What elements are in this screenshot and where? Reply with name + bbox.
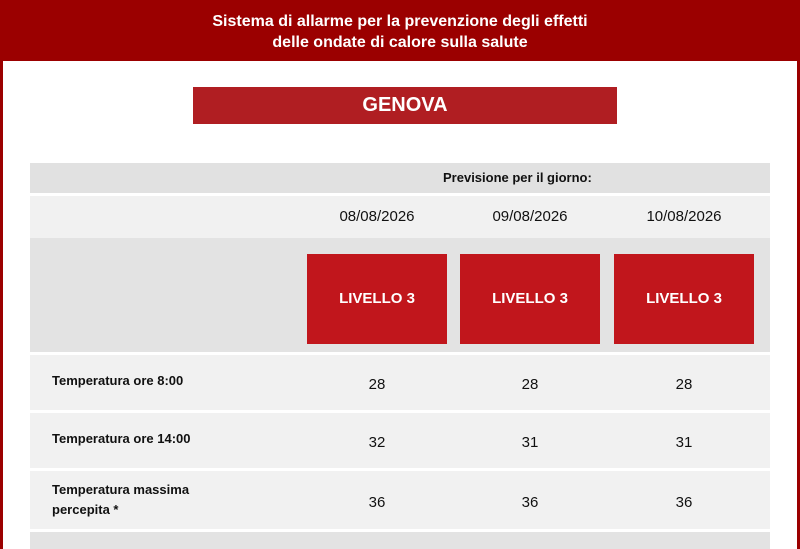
- levels-row: [30, 238, 770, 352]
- temperature-8-day-3: 28: [675, 376, 693, 393]
- dates-row: [30, 196, 770, 238]
- header-title-line-2: delle ondate di calore sulla salute: [272, 34, 528, 51]
- temperature-8-day-2: 28: [521, 376, 539, 393]
- level-badge-day-1: LIVELLO 3: [307, 254, 447, 344]
- date-day-3: 10/08/2026: [646, 208, 722, 225]
- temperature-8-day-1: 28: [368, 376, 386, 393]
- bottom-row: [30, 532, 770, 549]
- header-title-line-1: Sistema di allarme per la prevenzione degli effetti: [212, 13, 588, 30]
- level-badge-day-2: LIVELLO 3: [460, 254, 600, 344]
- forecast-row: [30, 163, 770, 193]
- temperature-max-label-line-2: percepita *: [52, 502, 119, 517]
- temperature-14-row: [30, 413, 770, 468]
- temperature-max-day-2: 36: [521, 494, 539, 511]
- level-badge-day-3: LIVELLO 3: [614, 254, 754, 344]
- temperature-max-day-1: 36: [368, 494, 386, 511]
- temperature-max-row: [30, 471, 770, 529]
- temperature-14-day-3: 31: [675, 434, 693, 451]
- temperature-max-day-3: 36: [675, 494, 693, 511]
- temperature-14-day-1: 32: [368, 434, 386, 451]
- temperature-max-label: [52, 480, 189, 520]
- page-header: [3, 3, 797, 61]
- temperature-max-label-line-1: Temperatura massima: [52, 482, 190, 497]
- date-day-2: 09/08/2026: [492, 208, 568, 225]
- temperature-8-row: [30, 355, 770, 410]
- city-banner: GENOVA: [193, 87, 617, 124]
- date-day-1: 08/08/2026: [339, 208, 415, 225]
- forecast-label: Previsione per il giorno:: [443, 170, 592, 185]
- temperature-8-label: Temperatura ore 8:00: [52, 373, 184, 388]
- temperature-14-day-2: 31: [521, 434, 539, 451]
- temperature-14-label: Temperatura ore 14:00: [52, 431, 191, 446]
